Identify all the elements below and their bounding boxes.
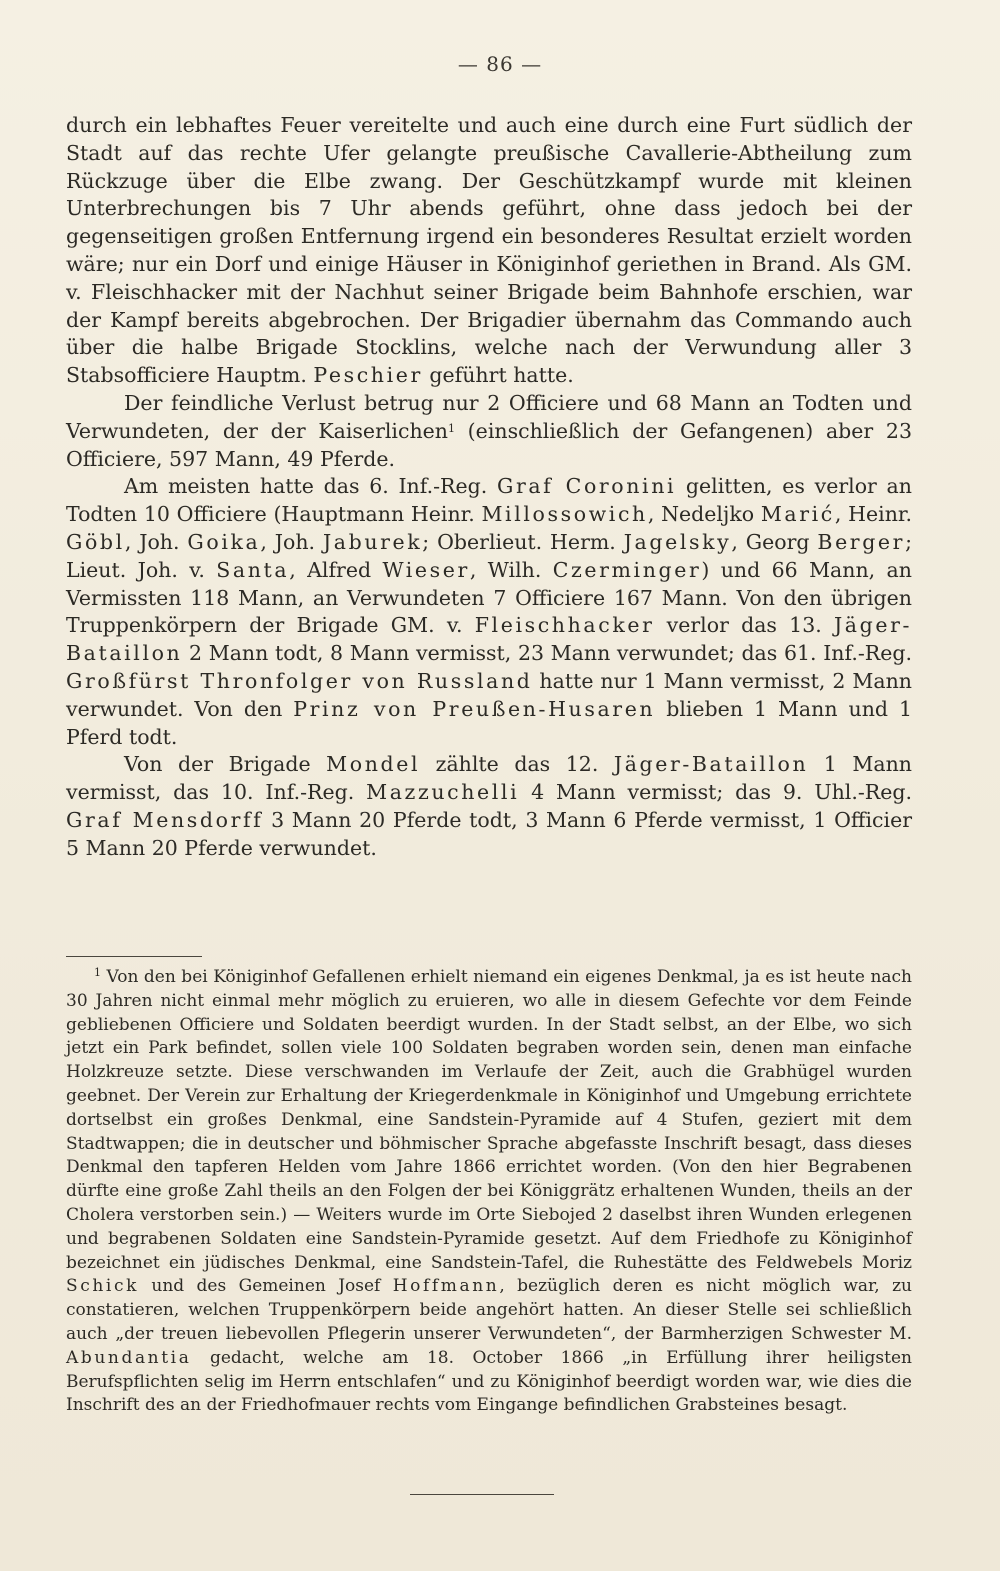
text-run: und des Gemeinen Josef <box>138 1276 393 1297</box>
page-number: — 86 — <box>457 52 543 76</box>
spaced-name: Graf Coronini <box>496 474 677 499</box>
text-run: , Georg <box>731 529 818 554</box>
text-run: 2 Mann todt, 8 Mann vermisst, 23 Mann verwundet; das 61. Inf.-Reg. <box>182 641 912 666</box>
spaced-name: Prinz von Preußen-Husaren <box>293 696 656 721</box>
paragraph-4 <box>66 751 912 862</box>
text-run: (einschließlich der Gefangenen) aber 23 Officiere, 597 Mann, 49 Pferde. <box>66 418 912 471</box>
spaced-name: Marić <box>760 502 835 527</box>
text-run: , bezüglich deren es nicht möglich war, zu constatieren, welchen Truppenkörpern beide angehört hatten. An dieser Stelle sei schließlich auch „der treuen liebevollen Pflegerin unserer Verwundeten“, der Barmherzigen Schwester M. <box>66 1276 912 1344</box>
footnote-1 <box>66 966 912 1418</box>
text-run: Von der Brigade <box>124 752 327 777</box>
text-run: , Joh. <box>260 529 323 554</box>
footnotes <box>66 966 912 1418</box>
text-run: 4 Mann vermisst; das 9. Uhl.-Reg. <box>519 780 912 805</box>
text-run: , Joh. <box>124 529 188 554</box>
text-run: Der feindliche Verlust betrug nur 2 Officiere und 68 Mann an Todten und Verwundeten, der der Kaiserlichen <box>66 390 912 443</box>
spaced-name: Millossowich <box>481 502 648 527</box>
text-run: , Nedeljko <box>647 502 761 527</box>
text-run: hatte nur 1 Mann vermisst, 2 Mann verwundet. Von den <box>66 668 912 721</box>
spaced-name: Wieser <box>382 557 470 582</box>
text-run: gelitten, es verlor an Todten 10 Officiere (Hauptmann Heinr. <box>66 474 912 527</box>
spaced-name: Santa <box>216 557 290 582</box>
text-run: , Wilh. <box>469 557 553 582</box>
spaced-name: Mondel <box>326 752 421 777</box>
spaced-name: Graf Mensdorff <box>66 807 264 832</box>
text-run: blieben 1 Mann und 1 Pferd todt. <box>66 696 913 749</box>
paragraph-1 <box>66 112 912 390</box>
footnote-marker: 1 <box>94 966 101 979</box>
text-run: 3 Mann 20 Pferde todt, 3 Mann 6 Pferde vermisst, 1 Officier 5 Mann 20 Pferde verwundet. <box>66 807 913 860</box>
spaced-name: Jäger-Bataillon <box>66 613 912 666</box>
text-run: zählte das 12. <box>420 752 614 777</box>
footnote-reference: 1 <box>448 421 455 435</box>
paragraph-2 <box>66 390 912 473</box>
text-run: 1 Mann vermisst, das 10. Inf.-Reg. <box>66 752 912 805</box>
spaced-name: Goika <box>187 529 261 554</box>
text-run: , Heinr. <box>834 502 912 527</box>
spaced-name: Fleischhacker <box>474 613 655 638</box>
spaced-name: Mazzuchelli <box>366 780 520 805</box>
spaced-name: Göbl <box>66 529 125 554</box>
text-run: verlor das 13. <box>654 613 834 638</box>
text-run: Am meisten hatte das 6. Inf.-Reg. <box>124 474 497 499</box>
footnote-separator <box>66 956 202 957</box>
spaced-name: Berger <box>817 529 906 554</box>
spaced-name: Jagelsky <box>623 529 732 554</box>
text-run: gedacht, welche am 18. October 1866 „in Erfüllung ihrer heiligsten Berufspflichten selig im Herrn entschlafen“ und zu Königinhof beerdigt worden war, wie dies die Inschrift des an der Friedhofmauer rechts vom Eingange befindlichen Grabsteines besagt. <box>66 1347 912 1416</box>
text-run: , Alfred <box>289 557 383 582</box>
body-text <box>66 112 912 863</box>
text-run: ) und 66 Mann, an Vermissten 118 Mann, an Verwundeten 7 Officiere 167 Mann. Von den übrigen Truppenkörpern der Brigade GM. v. <box>66 557 912 638</box>
text-run: geführt hatte. <box>422 363 574 388</box>
text-run: Von den bei Königinhof Gefallenen erhielt niemand ein eigenes Denkmal, ja es ist heute nach 30 Jahren nicht einmal mehr möglich zu eruieren, wo alle in diesem Gefechte vor dem Feinde gebliebenen Officiere und Soldaten beerdigt wurden. In der Stadt selbst, an der Elbe, wo sich jetzt ein Park befindet, sollen viele 100 Soldaten begraben worden sein, denen man einfache Holzkreuze setzte. Diese verschwanden im Verlaufe der Zeit, auch die Grabhügel wurden geebnet. Der Verein zur Erhaltung der Kriegerdenkmale in Königinhof und Umgebung errichtete dortselbst ein großes Denkmal, eine Sandstein-Pyramide auf 4 Stufen, geziert mit dem Stadtwappen; die in deutscher und böhmischer Sprache abgefasste Inschrift besagt, dass dieses Denkmal den tapferen Helden vom Jahre 1866 errichtet worden. (Von den hier Begrabenen dürfte eine große Zahl theils an den Folgen der bei Königgrätz erhaltenen Wunden, theils an der Cholera verstorben sein.) — Weiters wurde im Orte Siebojed 2 daselbst ihren Wunden erlegenen und begrabenen Soldaten eine Sandstein-Pyramide gesetzt. Auf dem Friedhofe zu Königinhof bezeichnet ein jüdisches Denkmal, eine Sandstein-Tafel, die Ruhestätte des Feldwebels Moriz <box>66 967 912 1273</box>
text-run: durch ein lebhaftes Feuer vereitelte und auch eine durch eine Furt südlich der Stadt auf das rechte Ufer gelangte preußische Cavallerie-Abtheilung zum Rückzuge über die Elbe zwang. Der Geschützkampf wurde mit kleinen Unterbrechungen bis 7 Uhr abends geführt, ohne dass jedoch bei der gegenseitigen großen Entfernung irgend ein besonderes Resultat erzielt worden wäre; nur ein Dorf und einige Häuser in Königinhof geriethen in Brand. Als GM. v. Fleischhacker mit der Nachhut seiner Brigade beim Bahnhofe erschien, war der Kampf bereits abgebrochen. Der Brigadier übernahm das Commando auch über die halbe Brigade Stocklins, welche nach der Verwundung aller 3 Stabsofficiere Hauptm. <box>66 113 912 388</box>
end-separator <box>410 1494 554 1495</box>
spaced-name: Czerminger <box>552 557 702 582</box>
spaced-name: Abundantia <box>66 1347 192 1368</box>
spaced-name: Jaburek <box>322 529 423 554</box>
spaced-name: Großfürst Thronfolger von Russland <box>66 668 533 693</box>
text-run: ; Oberlieut. Herm. <box>422 529 624 554</box>
spaced-name: Schick <box>66 1276 139 1297</box>
spaced-name: Peschier <box>313 363 423 388</box>
spaced-name: Hoffmann <box>392 1276 500 1297</box>
spaced-name: Jäger-Bataillon <box>613 752 809 777</box>
text-run: ; Lieut. Joh. v. <box>66 529 912 582</box>
paragraph-3 <box>66 473 912 751</box>
